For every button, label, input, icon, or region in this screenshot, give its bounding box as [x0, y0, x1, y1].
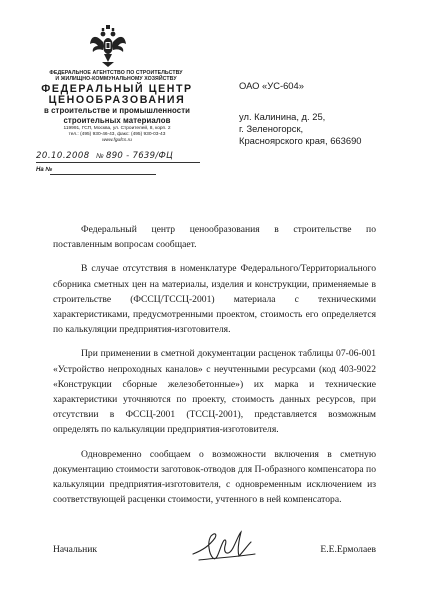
- registration-underline: [36, 162, 200, 163]
- body-paragraph: Одновременно сообщаем о возможности включения в сметную документацию стоимости заготовок-отводов для П-образного компенсатора по калькуляции предприятия-изготовителя, с одновременным исключением из соответствующей расценки стоимости, учтенного в ней компенсатора.: [53, 448, 376, 506]
- agency-line-2: И ЖИЛИЩНО-КОММУНАЛЬНОМУ ХОЗЯЙСТВУ: [55, 76, 177, 82]
- reference-underline: [50, 174, 156, 175]
- signer-position: Начальник: [53, 544, 98, 555]
- agency-name: [36, 70, 196, 82]
- center-title-line-2: ЦЕНООБРАЗОВАНИЯ: [48, 94, 186, 106]
- letter-body: [53, 222, 376, 516]
- registration-number: 890 - 7639/ФЦ: [106, 151, 174, 161]
- center-title-line-4: строительных материалов: [63, 115, 171, 125]
- document-date: 20.10.2008: [36, 151, 90, 161]
- contact-address: 119991, ГСП, Москва, ул. Строителей, 8, корп. 2: [63, 126, 171, 131]
- signature-block: [53, 540, 376, 570]
- handwritten-signature: [189, 524, 259, 568]
- contact-website: www.fgufcs.ru: [102, 137, 132, 143]
- contact-info: [36, 126, 198, 143]
- address-line-3: Красноярского края, 663690: [239, 135, 362, 146]
- contact-phone: тел.: (495) 930-46-43, факс: (495) 930-03-43: [68, 131, 166, 137]
- addressee-block: [239, 80, 409, 147]
- center-title: [30, 84, 204, 125]
- number-label: №: [96, 153, 104, 160]
- signer-name: Е.Е.Ермолаев: [320, 544, 376, 555]
- registration-line: [36, 151, 200, 163]
- agency-line-1: ФЕДЕРАЛЬНОЕ АГЕНТСТВО ПО СТРОИТЕЛЬСТВУ: [49, 70, 183, 76]
- address-line-2: г. Зеленогорск,: [239, 123, 304, 134]
- reference-label: На №: [36, 167, 53, 173]
- center-title-line-1: ФЕДЕРАЛЬНЫЙ ЦЕНТР: [41, 83, 193, 95]
- addressee-address: [239, 111, 409, 147]
- body-paragraph: В случае отсутствия в номенклатуре Федерального/Территориального сборника сметных цен на материалы, изделия и конструкции, применяемые в строительстве (ФССЦ/ТССЦ-2001) материала с техническими характеристиками, предусмотренными проектом, стоимость его определяется по калькуляции предприятия-изготовителя.: [53, 263, 376, 336]
- body-paragraph: Федеральный центр ценообразования в строительстве по поставленным вопросам сообщает.: [53, 224, 376, 251]
- body-paragraph: При применении в сметной документации расценок таблицы 07-06-001 «Устройство непроходных каналов» с неучтенными ресурсами (код 403-9022 «Конструкции сборные железобетонные») их марка и технические характеристики уточняются по проекту, стоимость данных ресурсов, при отсутствии в ФССЦ-2001 (ТССЦ-2001), представляется возможным определять по калькуляции предприятия-изготовителя.: [53, 348, 376, 436]
- address-line-1: ул. Калинина, д. 25,: [239, 111, 326, 122]
- addressee-organization: ОАО «УС-604»: [239, 80, 304, 91]
- center-title-line-3: в строительстве и промышленности: [43, 106, 191, 115]
- coat-of-arms-icon: [88, 24, 128, 68]
- reference-line: [36, 166, 156, 176]
